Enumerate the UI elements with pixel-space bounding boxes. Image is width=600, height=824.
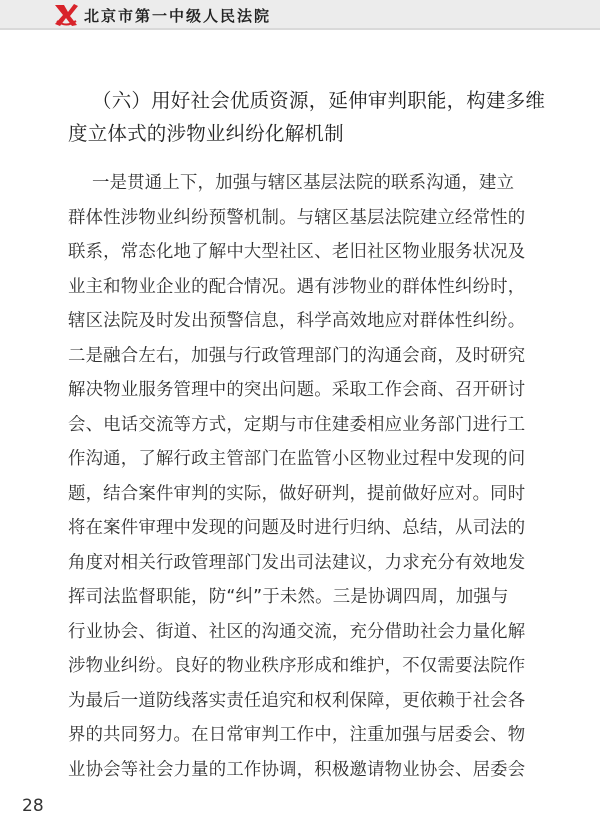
body-line: 二是融合左右，加强与行政管理部门的沟通会商，及时研究 bbox=[68, 345, 526, 366]
body-line: 挥司法监督职能，防“纠”于未然。三是协调四周，加强与 bbox=[68, 587, 509, 607]
court-logo-icon bbox=[52, 2, 80, 28]
body-line: 一是贯通上下，加强与辖区基层法院的联系沟通，建立 bbox=[92, 173, 515, 193]
body-line: 业主和物业企业的配合情况。遇有涉物业的群体性纠纷时， bbox=[68, 276, 526, 297]
body-line: 业协会等社会力量的工作协调，积极邀请物业协会、居委会 bbox=[68, 759, 526, 780]
body-line: 群体性涉物业纠纷预警机制。与辖区基层法院建立经常性的 bbox=[68, 207, 526, 228]
body-line: 涉物业纠纷。良好的物业秩序形成和维护，不仅需要法院作 bbox=[68, 656, 526, 676]
court-name: 北京市第一中级人民法院 bbox=[84, 7, 272, 25]
body-line: 题，结合案件审判的实际，做好研判，提前做好应对。同时 bbox=[68, 483, 526, 504]
body-line: 会、电话交流等方式，定期与市住建委相应业务部门进行工 bbox=[68, 414, 526, 435]
body-line: 为最后一道防线落实责任追究和权利保障，更依赖于社会各 bbox=[68, 690, 526, 711]
body-line: 解决物业服务管理中的突出问题。采取工作会商、召开研讨 bbox=[68, 380, 526, 400]
body-line: 角度对相关行政管理部门发出司法建议，力求充分有效地发 bbox=[68, 552, 526, 573]
heading-line: 度立体式的涉物业纠纷化解机制 bbox=[68, 122, 344, 145]
body-line: 行业协会、街道、社区的沟通交流，充分借助社会力量化解 bbox=[68, 621, 526, 642]
section-heading bbox=[68, 84, 548, 150]
body-line: 界的共同努力。在日常审判工作中，注重加强与居委会、物 bbox=[68, 725, 526, 745]
body-line: 将在案件审理中发现的问题及时进行归纳、总结，从司法的 bbox=[68, 518, 526, 538]
body-line: 联系，常态化地了解中大型社区、老旧社区物业服务状况及 bbox=[68, 242, 526, 262]
body-line: 辖区法院及时发出预警信息，科学高效地应对群体性纠纷。 bbox=[68, 311, 526, 331]
page-number: 28 bbox=[22, 796, 44, 816]
article-section bbox=[68, 84, 548, 787]
heading-line: （六）用好社会优质资源，延伸审判职能，构建多维 bbox=[92, 89, 546, 112]
header-divider bbox=[0, 28, 600, 30]
body-paragraph bbox=[68, 166, 548, 787]
page-header bbox=[0, 0, 600, 40]
body-line: 作沟通，了解行政主管部门在监管小区物业过程中发现的问 bbox=[68, 449, 526, 469]
